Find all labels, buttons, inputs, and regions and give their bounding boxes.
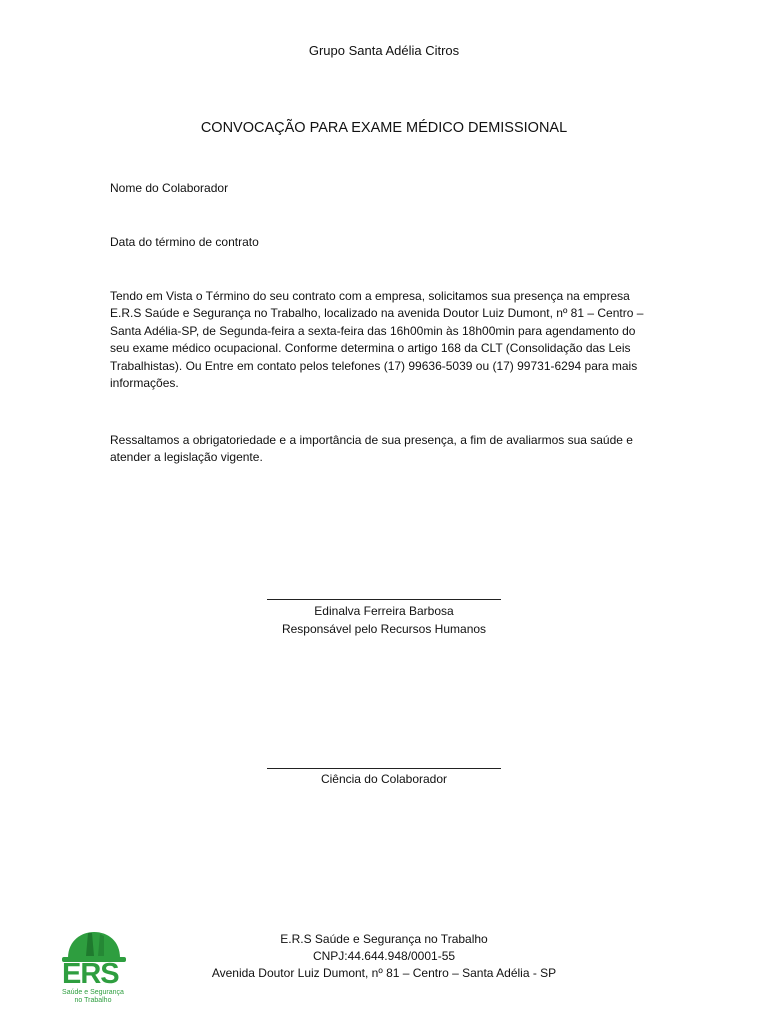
hr-signature-line — [267, 599, 501, 600]
document-title: CONVOCAÇÃO PARA EXAME MÉDICO DEMISSIONAL — [200, 120, 568, 136]
footer-address: Avenida Doutor Luiz Dumont, nº 81 – Centro – Santa Adélia - SP — [211, 966, 557, 980]
footer-company: E.R.S Saúde e Segurança no Trabalho — [280, 932, 488, 946]
footer-cnpj: CNPJ:44.644.948/0001-55 — [312, 949, 456, 963]
employee-signature-label: Ciência do Colaborador — [320, 772, 448, 786]
logo-tagline-line1: Saúde e Segurança — [62, 989, 124, 996]
body-paragraph-1-text: Tendo em Vista o Término do seu contrato com a empresa, solicitamos sua presença na empresa E.R.S Saúde e Segurança no Trabalho, localizado na avenida Doutor Luiz Dumont, nº 81 – Centro – Santa Adélia-SP, de Segunda-feira a sexta-feira das 16h00min às 18h00min para agendamento do seu exame médico ocupacional. Conforme determina o artigo 168 da CLT (Consolidação das Leis Trabalhistas). Ou Entre em contato pelos telefones (17) 99636-5039 ou (17) 99731-6294 para mais informações. — [110, 289, 644, 391]
body-paragraph-2-text: Ressaltamos a obrigatoriedade e a importância de sua presença, a fim de avaliarmos sua saúde e atender a legislação vigente. — [110, 433, 633, 465]
logo-text: ERS — [62, 958, 119, 990]
contract-end-label: Data do término de contrato — [110, 235, 259, 249]
logo-tagline — [58, 989, 128, 1005]
company-header: Grupo Santa Adélia Citros — [308, 43, 460, 58]
body-paragraph-2 — [110, 432, 658, 467]
logo-tagline-line2: no Trabalho — [74, 997, 112, 1004]
body-paragraph-1 — [110, 288, 658, 392]
employee-signature-line — [267, 768, 501, 769]
ers-logo — [58, 928, 128, 1006]
employee-name-label: Nome do Colaborador — [110, 181, 229, 195]
hr-signature-role: Responsável pelo Recursos Humanos — [281, 622, 487, 636]
hr-signature-name: Edinalva Ferreira Barbosa — [314, 604, 454, 618]
